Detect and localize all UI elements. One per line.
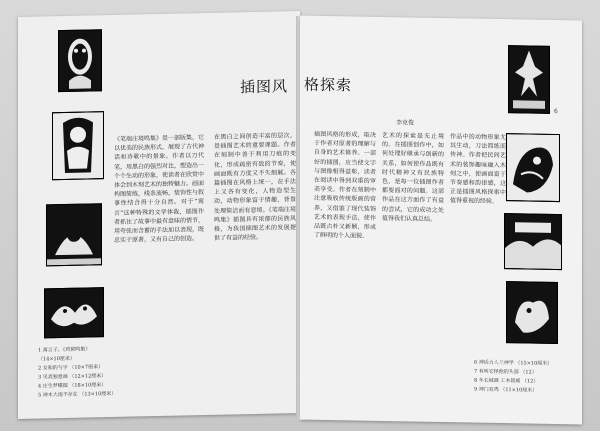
left-caption-list — [38, 345, 116, 401]
woodcut-print-3 — [46, 203, 102, 266]
right-text-column-2: 艺术的探索是无止境的。在插图创作中，如何处理好继承与创新的关系，如何使作品既有时代精神又有民族特色，是每一位插图作者都要面对的问题。这部作品在这方面作了有益的尝试，它的成功之处值得我们认真总结。 — [382, 131, 444, 223]
article-title-left: 插图风 — [240, 77, 289, 97]
caption-item: （14×10厘米） — [38, 355, 75, 363]
left-text-column-1: 《笔端庄境鸣集》是一部版集，它以优美的民族形式，展现了古代神话和诗歌中的景象。作者以刀代笔，用黑白的强烈对比，塑造出一个个生动的形象，使读者在欣赏中体会到木刻艺术的独特魅力。画面构图简练，线条流畅，装饰性与叙事性结合得十分自然。对于“寓言”这种特殊的文学体裁，插图作者抓住了故事中最有意味的情节，用夸张而含蓄的手法加以表现，既忠实于原著，又有自己的创造。 — [114, 134, 204, 245]
caption-item: 7 有叫它怪他的头部 （12） — [474, 368, 537, 376]
caption-item: 5 神木大雨不存在 （13×10厘米） — [38, 390, 117, 399]
caption-item: 1 寓言子、《鸡窝鸣集》 — [38, 346, 91, 354]
woodcut-print-9 — [506, 281, 558, 344]
left-text-column-2: 在黑白之间创造丰富的层次，是插图艺术的重要课题。作者在刻制中善于利用刀痕的变化，形成疏密有致的节奏，使画面既有力度又不失细腻。各篇插图在风格上统一，在手法上又各有变化，人物造型生动，动物形象富于情趣，背景处理简洁而有意境。《笔端庄境鸣集》插图具有浓郁的民族风格，为我国插图艺术的发展提供了有益的经验。 — [214, 132, 296, 243]
caption-item: 6 神话力人兰神学 （15×10厘米） — [474, 359, 553, 367]
caption-item: 8 车长城画 工木铭画 （12） — [474, 377, 539, 385]
article-author: 李克俊 — [396, 119, 415, 127]
right-caption-list — [474, 359, 552, 396]
right-text-column-3: 作品中的动物形象尤其生动，刀法简练而传神。作者把民间艺术的装饰趣味融入木刻之中，使画面富于节奏感和韵律感，这正是插图风格探索中值得重视的经验。 — [450, 133, 506, 206]
woodcut-print-4 — [44, 287, 104, 338]
caption-item: 2 女和的与字 （10×7厘米） — [38, 364, 104, 372]
woodcut-print-8 — [504, 213, 562, 270]
woodcut-print-6 — [508, 45, 550, 114]
right-page — [300, 16, 582, 425]
woodcut-print-2 — [52, 111, 104, 180]
caption-item: 3 见真独意画 （12×12厘米） — [38, 373, 107, 381]
left-page — [18, 11, 300, 419]
woodcut-print-1 — [58, 29, 102, 92]
article-title-right: 格探索 — [304, 75, 353, 95]
caption-item: 4 庄生梦蝶图 （18×10厘米） — [38, 382, 107, 390]
image-number-label: 6 — [554, 107, 558, 116]
right-text-column-1: 插图风格的形成，取决于作者对原著的理解与自身的艺术修养。一部好的插图，应当使文字与图像相得益彰，读者在阅读中得到双重的审美享受。作者在刻制中注意吸收传统版画的营养，又借鉴了现代装饰艺术的表现手法，使作品既古朴又新颖，形成了鲜明的个人面貌。 — [314, 130, 376, 240]
woodcut-print-7 — [506, 133, 560, 202]
caption-item: 9 神门双鸡 （11×10厘米） — [474, 386, 538, 394]
